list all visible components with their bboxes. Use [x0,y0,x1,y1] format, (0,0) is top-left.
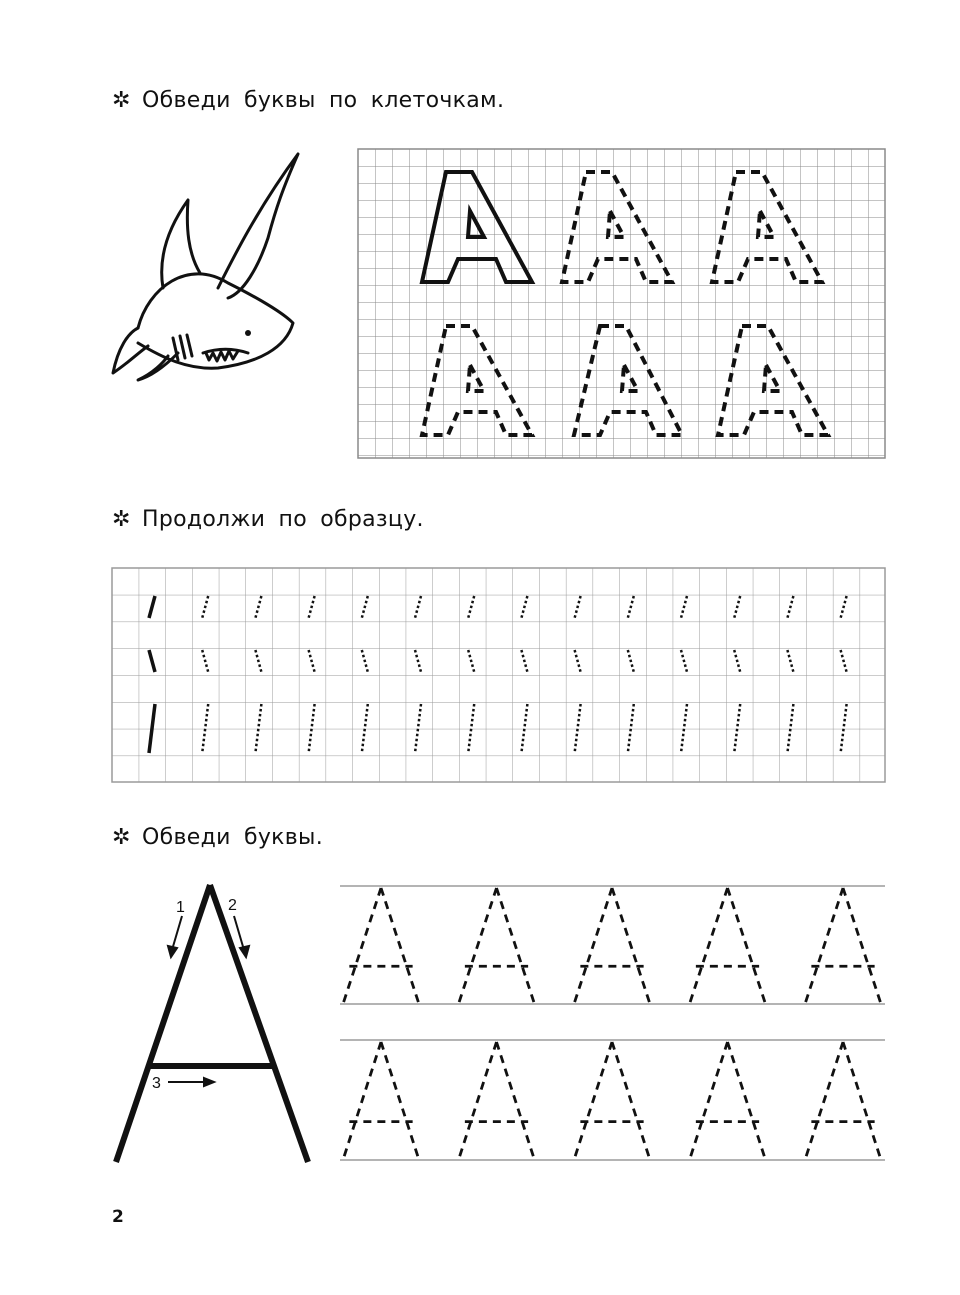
task-text: Обведи буквы. [142,825,323,850]
dashed-letter-a [574,888,650,1004]
stroke-number-1: 1 [176,899,185,916]
dashed-letter-a [459,888,535,1004]
task-heading-3 [112,825,323,850]
task-marker-icon: ✲ [112,825,131,850]
dashed-letter-a [690,1042,766,1160]
dashed-letter-a [690,888,766,1004]
dashed-letter-a [459,1042,535,1160]
page-number: 2 [112,1207,124,1227]
dashed-letter-lines [340,880,885,1165]
dashed-letter-a [805,888,881,1004]
shark-icon [108,148,308,388]
task-heading-1 [112,88,504,113]
task-marker-icon: ✲ [112,88,131,113]
dashed-letter-a [343,1042,419,1160]
task-heading-2 [112,507,424,532]
tracing-grid [358,149,886,459]
task-text: Обведи буквы по клеточкам. [142,88,505,113]
stroke-number-2: 2 [228,897,237,914]
stroke-order-letter-a [108,880,338,1170]
dashed-letter-a [343,888,419,1004]
stroke-number-3: 3 [152,1075,161,1092]
dashed-letter-a [574,1042,650,1160]
stroke-pattern-grid [112,568,886,784]
task-text: Продолжи по образцу. [142,507,424,532]
task-marker-icon: ✲ [112,507,131,532]
dashed-letter-a [805,1042,881,1160]
